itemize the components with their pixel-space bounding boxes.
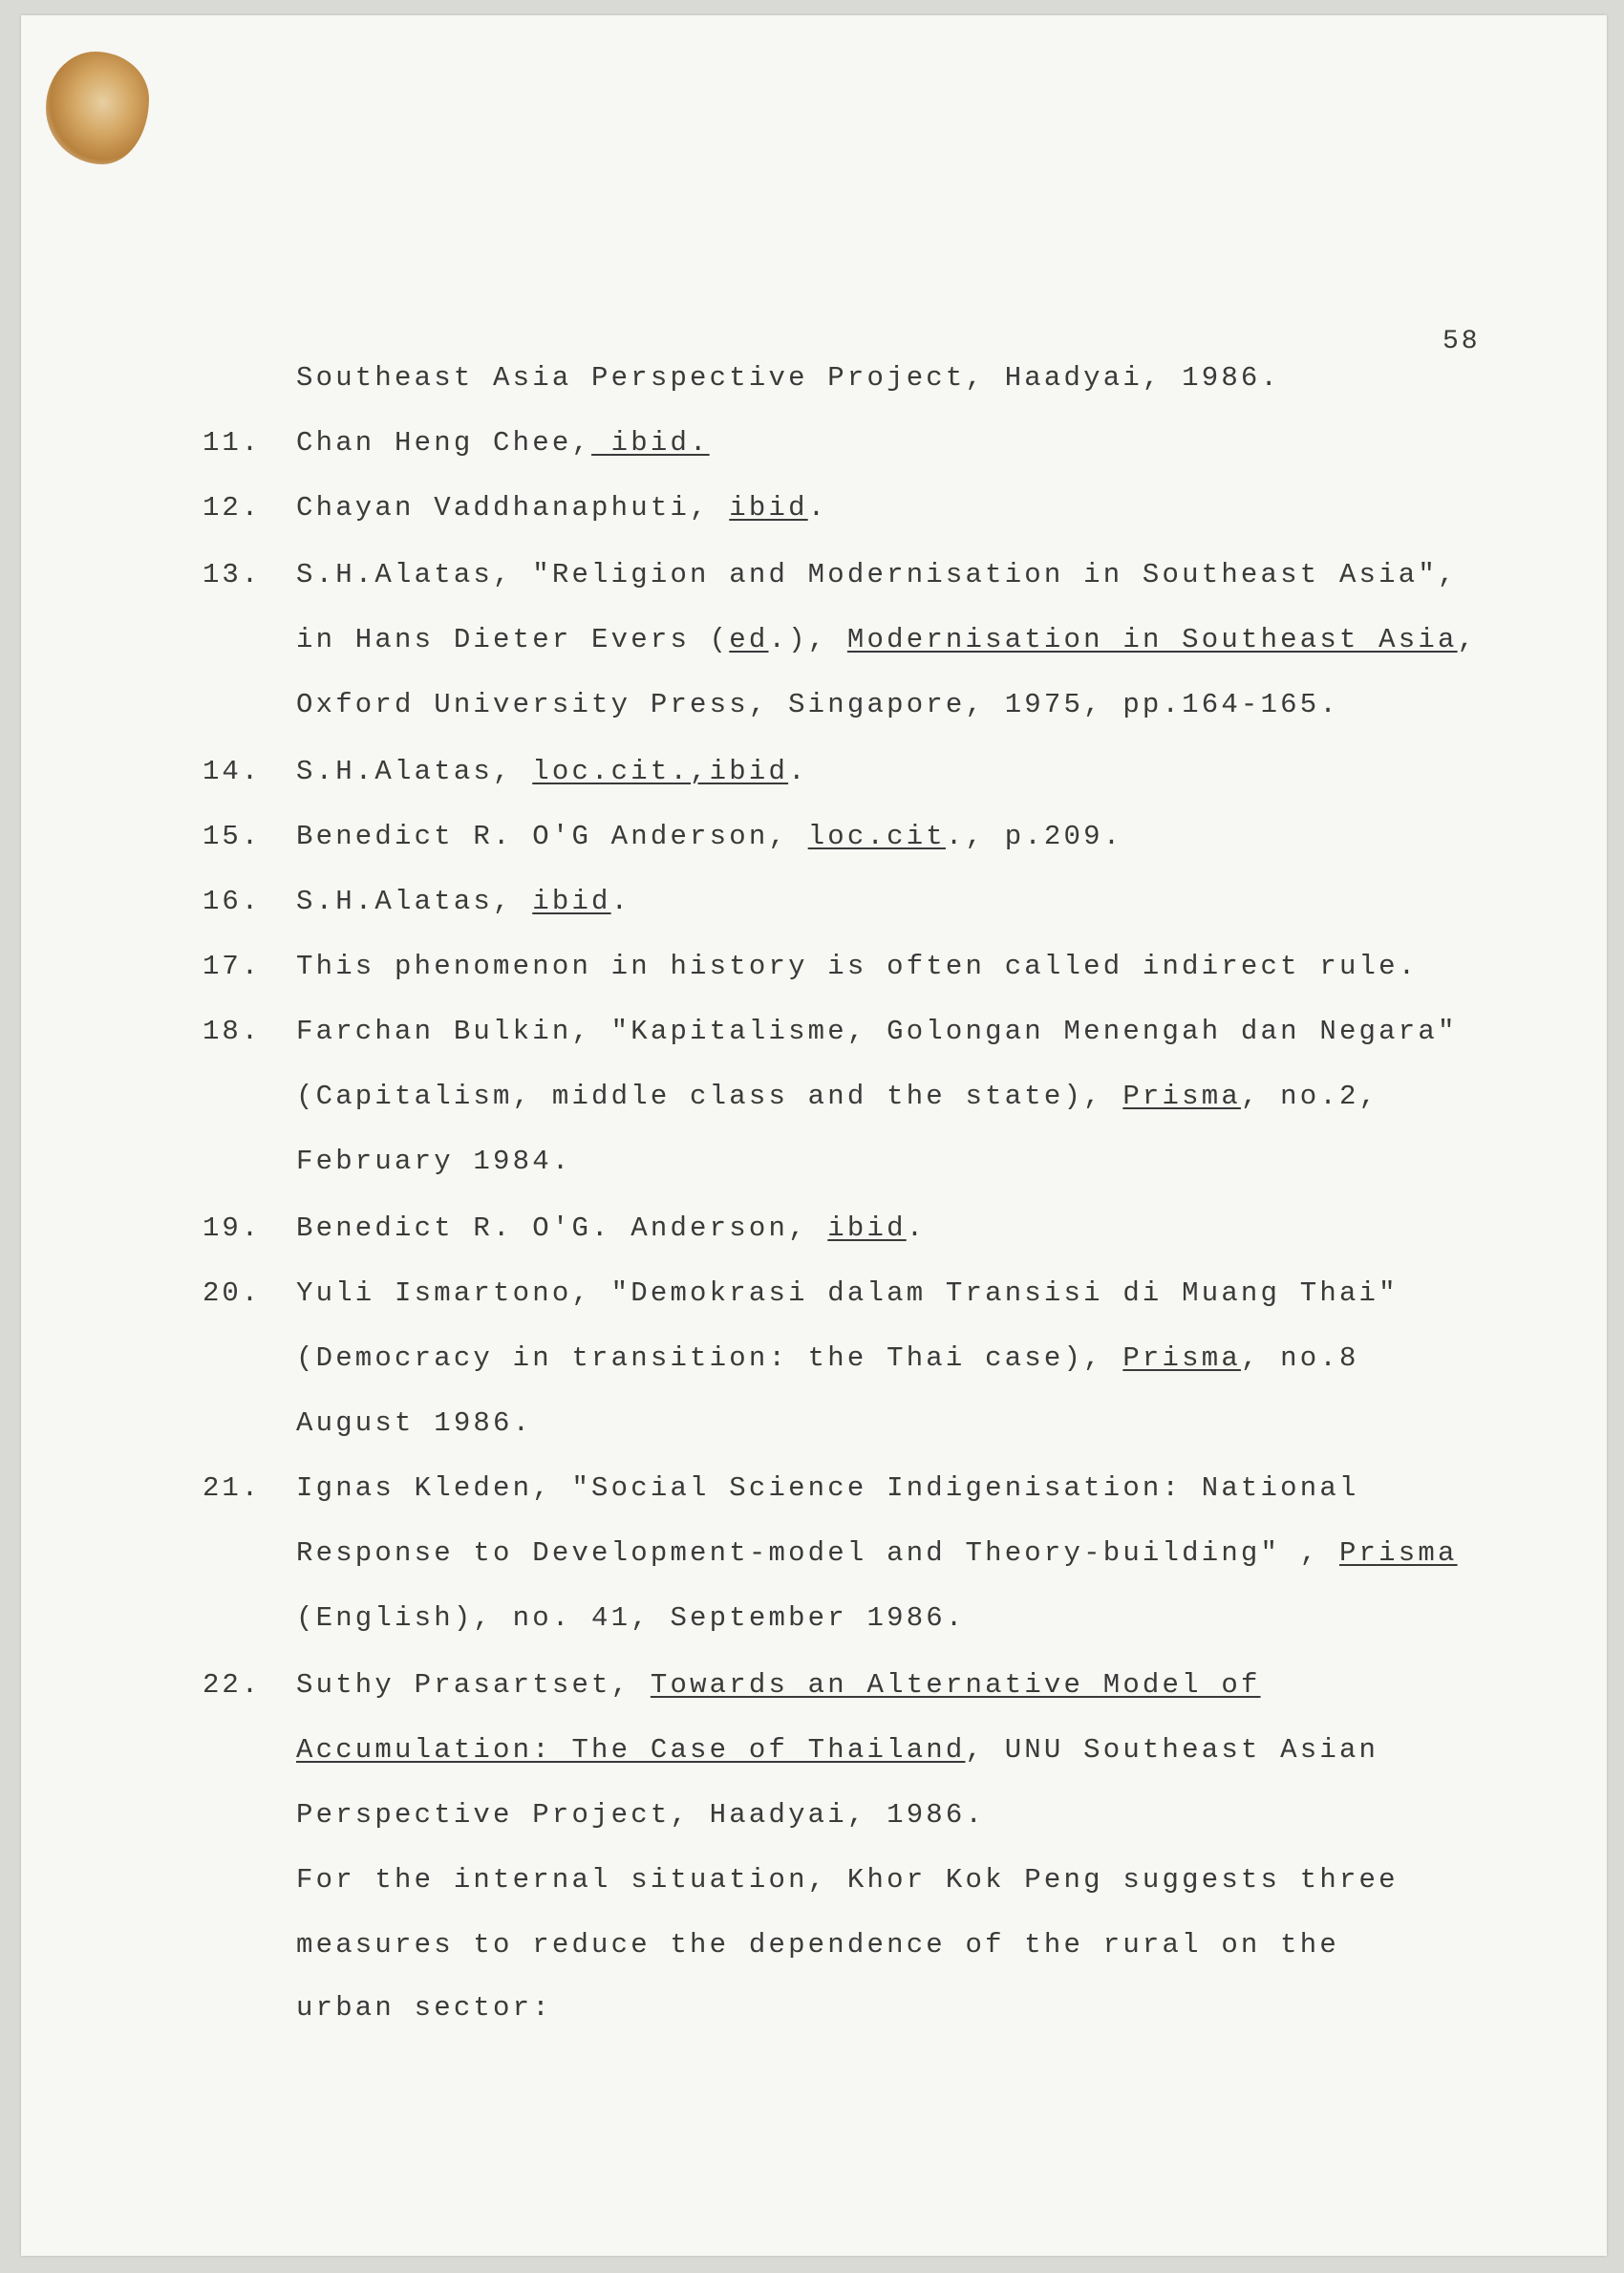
underlined-title: ibid. — [591, 427, 710, 459]
underlined-title: Prisma — [1122, 1081, 1241, 1112]
underlined-title: Prisma — [1338, 1537, 1458, 1569]
footnote-line — [296, 1734, 1378, 1767]
line-text: S.H.Alatas, — [296, 886, 533, 917]
page-number: 58 — [1442, 327, 1481, 356]
footnote-line — [296, 624, 1477, 656]
footnote-number: 22. — [203, 1669, 262, 1701]
footnote-line — [296, 1277, 1399, 1310]
footnote-number: 15. — [203, 821, 262, 852]
line-text: Southeast Asia Perspective Project, Haadyai, 1986. — [296, 362, 1281, 394]
line-text: Benedict R. O'G. Anderson, — [296, 1212, 828, 1244]
line-text: Ignas Kleden, "Social Science Indigenisation: National — [296, 1472, 1359, 1504]
line-text: (Democracy in transition: the Thai case), — [296, 1342, 1123, 1374]
footnote-number: 11. — [203, 427, 262, 459]
underlined-title: ibid — [827, 1212, 907, 1244]
underlined-title: loc.cit.,ibid — [532, 756, 789, 787]
line-text: , no.8 — [1240, 1342, 1359, 1374]
footnote-number: 13. — [203, 559, 262, 590]
footnote-line — [296, 1602, 966, 1635]
line-text: . — [610, 886, 631, 917]
line-text: , — [1457, 624, 1478, 655]
footnote-line — [296, 821, 1122, 853]
line-text: August 1986. — [296, 1407, 533, 1439]
document-page — [21, 15, 1607, 2256]
footnote-line — [296, 1212, 926, 1245]
footnote-line — [296, 886, 630, 918]
line-text: Oxford University Press, Singapore, 1975, pp.164-165. — [296, 689, 1339, 720]
footnote-number: 20. — [203, 1277, 262, 1309]
footnote-line — [296, 492, 827, 525]
footnote-line — [296, 1929, 1339, 1962]
line-text: . — [906, 1212, 927, 1244]
line-text: Benedict R. O'G Anderson, — [296, 821, 808, 852]
footnote-line — [296, 1537, 1458, 1570]
line-text: urban sector: — [296, 1992, 552, 2024]
footnote-line — [296, 362, 1280, 395]
footnote-line — [296, 427, 710, 460]
line-text: This phenomenon in history is often called indirect rule. — [296, 951, 1419, 982]
footnote-line — [296, 951, 1418, 983]
underlined-title: Prisma — [1122, 1342, 1241, 1374]
line-text: , UNU Southeast Asian — [965, 1734, 1379, 1766]
footnote-line — [296, 1407, 532, 1440]
underlined-title: loc.cit — [807, 821, 946, 852]
line-text: Farchan Bulkin, "Kapitalisme, Golongan Menengah dan Negara" — [296, 1016, 1458, 1047]
line-text: Perspective Project, Haadyai, 1986. — [296, 1799, 986, 1831]
underlined-title: ibid — [729, 492, 808, 524]
line-text: Response to Development-model and Theory-building" , — [296, 1537, 1339, 1569]
line-text: . — [788, 756, 808, 787]
line-text: For the internal situation, Khor Kok Peng suggests three — [296, 1864, 1399, 1896]
footnote-line — [296, 1799, 985, 1832]
footnote-line — [296, 1472, 1359, 1505]
footnote-line — [296, 559, 1458, 591]
line-text: S.H.Alatas, — [296, 756, 533, 787]
line-text: , no.2, — [1240, 1081, 1379, 1112]
footnote-number: 17. — [203, 951, 262, 982]
footnote-number: 12. — [203, 492, 262, 524]
line-text: measures to reduce the dependence of the rural on the — [296, 1929, 1339, 1961]
line-text: . — [807, 492, 828, 524]
line-text: ., p.209. — [945, 821, 1123, 852]
footnote-line — [296, 1081, 1378, 1113]
footnote-line — [296, 1992, 552, 2025]
footnote-line — [296, 1146, 571, 1178]
line-text: February 1984. — [296, 1146, 572, 1177]
line-text: .), — [768, 624, 847, 655]
line-text: in Hans Dieter Evers ( — [296, 624, 730, 655]
stain-mark — [46, 52, 149, 164]
underlined-title: ed — [729, 624, 769, 655]
footnote-number: 16. — [203, 886, 262, 917]
footnote-number: 19. — [203, 1212, 262, 1244]
line-text: (English), no. 41, September 1986. — [296, 1602, 966, 1634]
footnote-line — [296, 1342, 1359, 1375]
underlined-title: ibid — [532, 886, 611, 917]
footnote-line — [296, 689, 1339, 721]
footnote-number: 21. — [203, 1472, 262, 1504]
footnote-line — [296, 1016, 1458, 1048]
line-text: Chayan Vaddhanaphuti, — [296, 492, 730, 524]
footnote-line — [296, 1669, 1261, 1702]
footnote-line — [296, 756, 808, 788]
footnote-number: 18. — [203, 1016, 262, 1047]
line-text: Chan Heng Chee, — [296, 427, 592, 459]
footnote-line — [296, 1864, 1399, 1897]
underlined-title: Towards an Alternative Model of — [650, 1669, 1261, 1701]
line-text: Suthy Prasartset, — [296, 1669, 651, 1701]
line-text: S.H.Alatas, "Religion and Modernisation in Southeast Asia", — [296, 559, 1458, 590]
underlined-title: Modernisation in Southeast Asia — [846, 624, 1458, 655]
line-text: (Capitalism, middle class and the state), — [296, 1081, 1123, 1112]
underlined-title: Accumulation: The Case of Thailand — [296, 1734, 966, 1766]
footnote-number: 14. — [203, 756, 262, 787]
line-text: Yuli Ismartono, "Demokrasi dalam Transisi di Muang Thai" — [296, 1277, 1399, 1309]
